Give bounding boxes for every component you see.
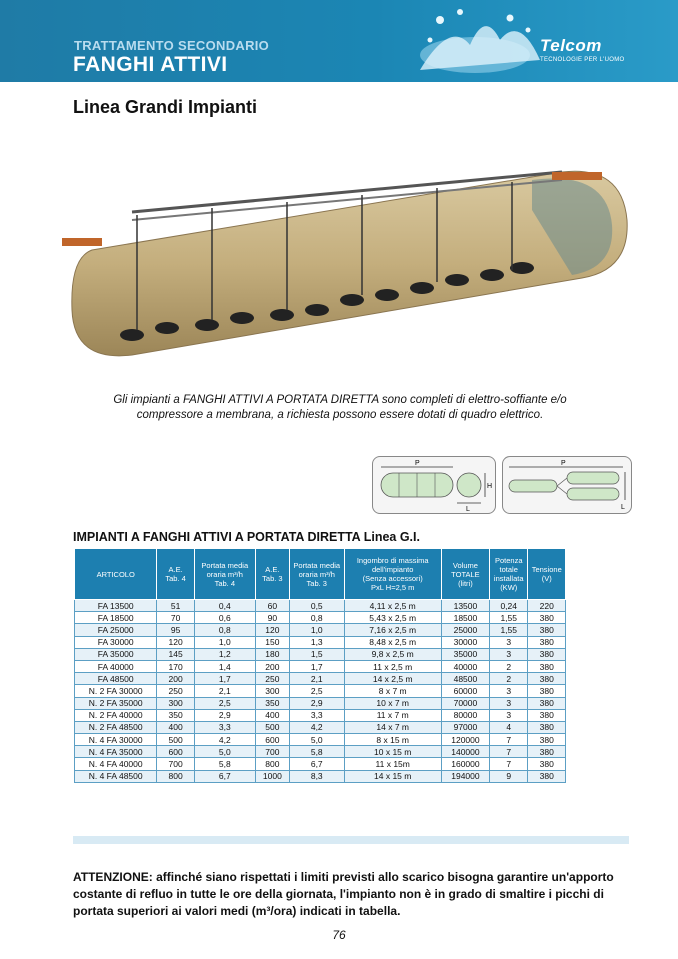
table-cell: 7,16 x 2,5 m xyxy=(344,624,441,636)
table-cell: 1,7 xyxy=(194,673,255,685)
table-row xyxy=(75,600,566,612)
table-cell: 8 x 15 m xyxy=(344,734,441,746)
page-number: 76 xyxy=(332,928,346,942)
table-row xyxy=(75,734,566,746)
column-header xyxy=(194,549,255,600)
table-cell: 70000 xyxy=(441,697,489,709)
table-cell: 2,9 xyxy=(194,709,255,721)
table-cell: 700 xyxy=(157,758,194,770)
table-row xyxy=(75,660,566,672)
table-cell: 0,24 xyxy=(489,600,528,612)
diagram-label-h: H xyxy=(487,483,493,490)
column-header xyxy=(489,549,528,600)
column-header-line: (Senza accessori) xyxy=(362,574,423,583)
table-cell: 380 xyxy=(528,697,566,709)
table-cell: 5,8 xyxy=(194,758,255,770)
column-header-line: Volume xyxy=(452,560,478,570)
table-cell: 380 xyxy=(528,673,566,685)
table-cell: 700 xyxy=(255,746,289,758)
table-cell: 2,5 xyxy=(194,697,255,709)
column-header-line: Ingombro di massima xyxy=(356,556,429,565)
table-cell: 5,0 xyxy=(289,734,344,746)
table-cell: 3 xyxy=(489,685,528,697)
table-cell: 180 xyxy=(255,648,289,660)
table-cell: N. 2 FA 35000 xyxy=(75,697,157,709)
specifications-table xyxy=(74,548,566,783)
table-cell: 380 xyxy=(528,770,566,782)
table-cell: 3 xyxy=(489,697,528,709)
table-cell: 380 xyxy=(528,636,566,648)
table-cell: N. 2 FA 30000 xyxy=(75,685,157,697)
table-cell: 380 xyxy=(528,758,566,770)
table-cell: 97000 xyxy=(441,721,489,733)
table-cell: 8 x 7 m xyxy=(344,685,441,697)
table-row xyxy=(75,685,566,697)
column-header-line: installata xyxy=(493,574,524,583)
table-cell: 7 xyxy=(489,758,528,770)
table-cell: 150 xyxy=(255,636,289,648)
table-row xyxy=(75,624,566,636)
warning-line-1: ATTENZIONE: affinché siano rispettati i limiti previsti allo scarico bisogna garantire un'apporto xyxy=(73,870,614,884)
table-cell: 800 xyxy=(157,770,194,782)
multi-tank-drawing xyxy=(503,457,633,515)
column-header xyxy=(75,549,157,600)
table-cell: FA 35000 xyxy=(75,648,157,660)
column-header-line: dell'impianto xyxy=(371,565,414,574)
table-cell: 0,6 xyxy=(194,612,255,624)
table-cell: FA 40000 xyxy=(75,660,157,672)
table-cell: 0,5 xyxy=(289,600,344,612)
table-cell: 0,8 xyxy=(289,612,344,624)
table-cell: 51 xyxy=(157,600,194,612)
table-cell: 11 x 15m xyxy=(344,758,441,770)
table-cell: 10 x 7 m xyxy=(344,697,441,709)
column-header-line: A.E. xyxy=(265,565,280,574)
table-cell: 25000 xyxy=(441,624,489,636)
brand-logo xyxy=(540,36,640,63)
column-header xyxy=(528,549,566,600)
table-cell: FA 25000 xyxy=(75,624,157,636)
table-cell: N. 2 FA 48500 xyxy=(75,721,157,733)
table-cell: 600 xyxy=(157,746,194,758)
table-cell: 380 xyxy=(528,648,566,660)
diagram-label-p: P xyxy=(415,460,420,467)
table-cell: 95 xyxy=(157,624,194,636)
table-row xyxy=(75,721,566,733)
single-tank-dimension-diagram xyxy=(372,456,496,514)
table-cell: 2,9 xyxy=(289,697,344,709)
column-header-line: Portata media xyxy=(293,560,341,570)
table-cell: 40000 xyxy=(441,660,489,672)
table-cell: 1,55 xyxy=(489,612,528,624)
table-cell: 300 xyxy=(157,697,194,709)
header-title: FANGHI ATTIVI xyxy=(73,53,228,76)
table-cell: 120 xyxy=(157,636,194,648)
table-cell: 2,5 xyxy=(289,685,344,697)
table-row xyxy=(75,770,566,782)
table-cell: 400 xyxy=(157,721,194,733)
table-body xyxy=(75,600,566,783)
table-cell: 300 xyxy=(255,685,289,697)
table-cell: 350 xyxy=(255,697,289,709)
table-cell: N. 4 FA 48500 xyxy=(75,770,157,782)
table-cell: 90 xyxy=(255,612,289,624)
table-cell: 1,0 xyxy=(289,624,344,636)
column-header xyxy=(441,549,489,600)
column-header-line: oraria m³/h xyxy=(206,569,243,579)
table-cell: 7 xyxy=(489,746,528,758)
table-cell: 1,3 xyxy=(289,636,344,648)
table-cell: 13500 xyxy=(441,600,489,612)
column-header xyxy=(157,549,194,600)
table-cell: 2,1 xyxy=(289,673,344,685)
table-cell: 380 xyxy=(528,746,566,758)
table-cell: 80000 xyxy=(441,709,489,721)
table-cell: 3 xyxy=(489,636,528,648)
table-row xyxy=(75,673,566,685)
table-row xyxy=(75,758,566,770)
table-cell: 2,1 xyxy=(194,685,255,697)
column-header-line: ARTICOLO xyxy=(96,569,135,579)
table-cell: 0,4 xyxy=(194,600,255,612)
table-cell: 6,7 xyxy=(289,758,344,770)
table-cell: 380 xyxy=(528,685,566,697)
table-cell: 14 x 7 m xyxy=(344,721,441,733)
table-cell: 9 xyxy=(489,770,528,782)
table-row xyxy=(75,697,566,709)
table-cell: 5,8 xyxy=(289,746,344,758)
table-cell: 380 xyxy=(528,660,566,672)
table-cell: 11 x 2,5 m xyxy=(344,660,441,672)
table-cell: 8,48 x 2,5 m xyxy=(344,636,441,648)
table-cell: 14 x 2,5 m xyxy=(344,673,441,685)
table-cell: 1,55 xyxy=(489,624,528,636)
table-cell: 380 xyxy=(528,734,566,746)
table-cell: 194000 xyxy=(441,770,489,782)
table-row xyxy=(75,746,566,758)
table-cell: 60 xyxy=(255,600,289,612)
table-cell: 2 xyxy=(489,660,528,672)
header-subtitle: TRATTAMENTO SECONDARIO xyxy=(74,38,270,53)
table-cell: 5,43 x 2,5 m xyxy=(344,612,441,624)
table-cell: 250 xyxy=(157,685,194,697)
table-cell: 3 xyxy=(489,648,528,660)
table-cell: 500 xyxy=(157,734,194,746)
warning-line-2: costante di refluo in tutte le ore della giornata, l'impianto non è in grado di smaltire i picchi di xyxy=(73,887,604,901)
column-header-line: Tensione xyxy=(531,565,562,574)
table-cell: 140000 xyxy=(441,746,489,758)
table-cell: 380 xyxy=(528,721,566,733)
caption-line-2: compressore a membrana, a richiesta possono essere dotati di quadro elettrico. xyxy=(136,409,544,421)
table-cell: 200 xyxy=(255,660,289,672)
table-cell: 3,3 xyxy=(194,721,255,733)
table-cell: 800 xyxy=(255,758,289,770)
table-title: IMPIANTI A FANGHI ATTIVI A PORTATA DIRETTA Linea G.I. xyxy=(73,530,420,544)
caption-line-1: Gli impianti a FANGHI ATTIVI A PORTATA DIRETTA sono completi di elettro-soffiante e/o xyxy=(113,394,567,406)
table-row xyxy=(75,612,566,624)
column-header-line: totale xyxy=(499,565,518,574)
table-header xyxy=(75,549,566,600)
logo-tagline: TECNOLOGIE PER L'UOMO xyxy=(540,57,625,63)
table-row xyxy=(75,636,566,648)
table-cell: 4,2 xyxy=(194,734,255,746)
table-cell: 10 x 15 m xyxy=(344,746,441,758)
table-cell: 18500 xyxy=(441,612,489,624)
column-header-line: Tab. 3 xyxy=(306,578,327,588)
table-cell: 2 xyxy=(489,673,528,685)
table-cell: FA 13500 xyxy=(75,600,157,612)
multi-tank-dimension-diagram xyxy=(502,456,632,514)
column-header-line: (V) xyxy=(541,574,552,583)
column-header-line: PxL H=2,5 m xyxy=(371,583,415,592)
table-cell: 3 xyxy=(489,709,528,721)
table-cell: 8,3 xyxy=(289,770,344,782)
table-cell: 1,5 xyxy=(289,648,344,660)
column-header-line: A.E. xyxy=(168,565,183,574)
water-splash-icon xyxy=(400,0,560,82)
table-cell: 600 xyxy=(255,734,289,746)
column-header-line: Portata media xyxy=(201,560,249,570)
table-cell: FA 18500 xyxy=(75,612,157,624)
table-cell: 35000 xyxy=(441,648,489,660)
warning-line-3: portata superiori ai valori medi (m³/ora) indicati in tabella. xyxy=(73,904,401,918)
illustration-caption xyxy=(100,393,580,423)
table-cell: 380 xyxy=(528,709,566,721)
diagram2-label-p: P xyxy=(561,460,566,467)
table-cell: 120000 xyxy=(441,734,489,746)
diagram2-label-l: L xyxy=(621,504,625,511)
table-cell: 220 xyxy=(528,600,566,612)
table-cell: 170 xyxy=(157,660,194,672)
table-cell: 1000 xyxy=(255,770,289,782)
table-cell: 500 xyxy=(255,721,289,733)
table-cell: 1,0 xyxy=(194,636,255,648)
table-cell: 380 xyxy=(528,624,566,636)
table-cell: 145 xyxy=(157,648,194,660)
table-cell: 4 xyxy=(489,721,528,733)
table-cell: N. 4 FA 35000 xyxy=(75,746,157,758)
table-cell: N. 2 FA 40000 xyxy=(75,709,157,721)
table-cell: 250 xyxy=(255,673,289,685)
column-header-line: (KW) xyxy=(500,583,518,592)
table-cell: 380 xyxy=(528,612,566,624)
activated-sludge-tank-illustration xyxy=(62,150,642,380)
column-header-line: Potenza xyxy=(494,556,523,565)
table-cell: 350 xyxy=(157,709,194,721)
table-cell: 4,11 x 2,5 m xyxy=(344,600,441,612)
table-cell: 5,0 xyxy=(194,746,255,758)
table-cell: 3,3 xyxy=(289,709,344,721)
divider-strip xyxy=(73,836,629,844)
table-cell: 60000 xyxy=(441,685,489,697)
single-tank-drawing xyxy=(373,457,497,515)
logo-name: Telcom xyxy=(540,36,602,55)
table-cell: 0,8 xyxy=(194,624,255,636)
column-header xyxy=(255,549,289,600)
table-cell: 200 xyxy=(157,673,194,685)
page-header xyxy=(0,0,678,82)
table-cell: 160000 xyxy=(441,758,489,770)
diagram-label-l: L xyxy=(466,506,470,513)
column-header xyxy=(344,549,441,600)
table-cell: 120 xyxy=(255,624,289,636)
table-cell: 1,2 xyxy=(194,648,255,660)
table-cell: 11 x 7 m xyxy=(344,709,441,721)
table-cell: 6,7 xyxy=(194,770,255,782)
column-header-line: Tab. 4 xyxy=(165,574,186,583)
column-header-line: TOTALE (litri) xyxy=(451,569,480,588)
table-row xyxy=(75,709,566,721)
table-row xyxy=(75,648,566,660)
column-header-line: Tab. 4 xyxy=(214,578,235,588)
table-cell: 400 xyxy=(255,709,289,721)
table-cell: 30000 xyxy=(441,636,489,648)
table-cell: N. 4 FA 30000 xyxy=(75,734,157,746)
column-header-line: Tab. 3 xyxy=(262,574,283,583)
table-cell: 1,4 xyxy=(194,660,255,672)
table-cell: 4,2 xyxy=(289,721,344,733)
table-cell: 48500 xyxy=(441,673,489,685)
table-cell: 7 xyxy=(489,734,528,746)
warning-note xyxy=(73,869,633,920)
table-cell: FA 30000 xyxy=(75,636,157,648)
table-cell: N. 4 FA 40000 xyxy=(75,758,157,770)
section-title: Linea Grandi Impianti xyxy=(73,97,258,117)
table-cell: 70 xyxy=(157,612,194,624)
table-cell: 14 x 15 m xyxy=(344,770,441,782)
table-cell: 1,7 xyxy=(289,660,344,672)
column-header-line: oraria m³/h xyxy=(298,569,335,579)
table-cell: FA 48500 xyxy=(75,673,157,685)
table-cell: 9,8 x 2,5 m xyxy=(344,648,441,660)
column-header xyxy=(289,549,344,600)
